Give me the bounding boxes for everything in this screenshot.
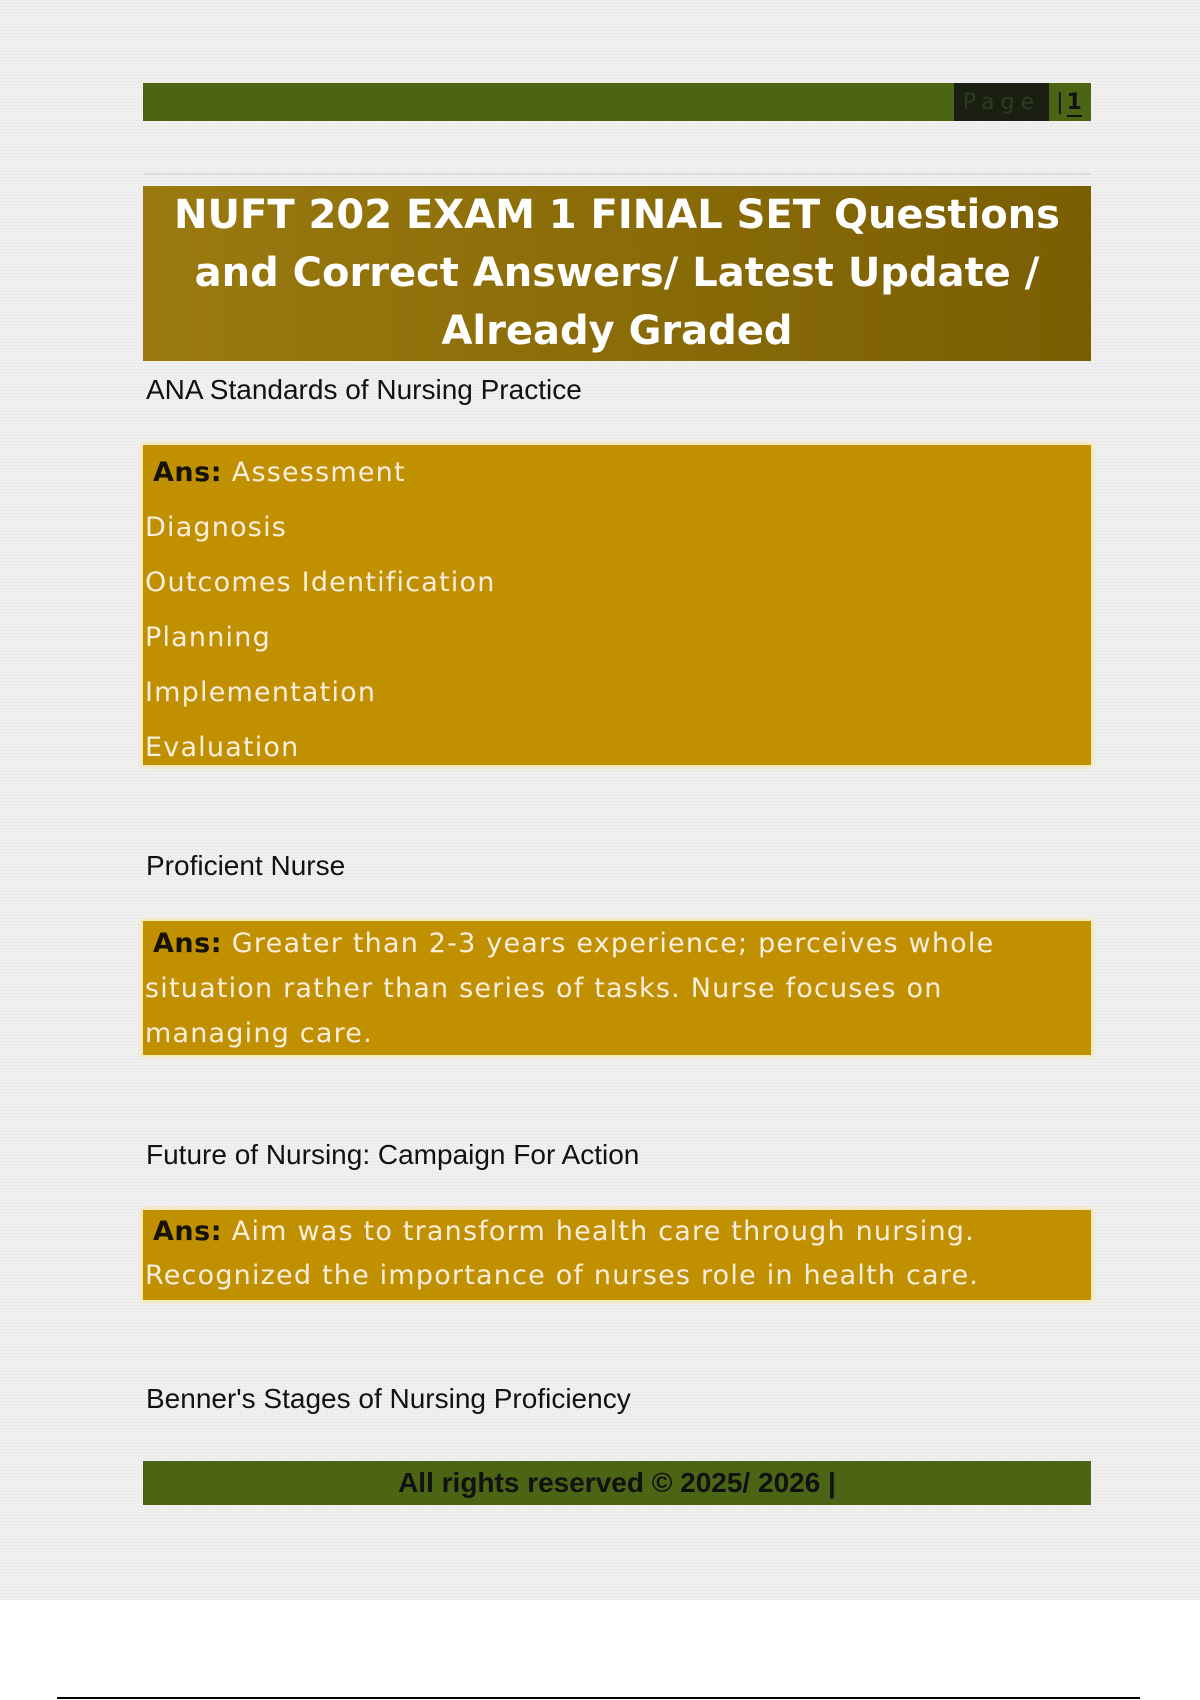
footer-text: All rights reserved © 2025/ 2026 |: [398, 1467, 836, 1498]
answer-line: [145, 921, 1091, 966]
answer-line: Outcomes Identification: [145, 567, 496, 598]
question-4: Benner's Stages of Nursing Proficiency: [146, 1383, 631, 1414]
title-line-2: and Correct Answers/ Latest Update /: [194, 250, 1040, 296]
answer-line: [145, 1210, 1091, 1254]
title-line-1: NUFT 202 EXAM 1 FINAL SET Questions: [174, 192, 1060, 238]
answer-box-3: [143, 1210, 1091, 1300]
page-separator: |: [1056, 90, 1064, 115]
answer-line: Planning: [145, 622, 271, 653]
answer-text: Greater than 2-3 years experience; perceives whole: [231, 928, 995, 959]
answer-box-2: [143, 921, 1091, 1055]
answer-label: Ans:: [153, 457, 222, 488]
page-number: 1: [1066, 90, 1082, 115]
answer-text: Assessment: [231, 457, 406, 488]
answer-line: Implementation: [145, 677, 377, 708]
answer-line: [145, 445, 1091, 500]
question-2: Proficient Nurse: [146, 850, 346, 881]
document-title: [143, 186, 1091, 361]
header-divider: [143, 173, 1091, 175]
answer-line: managing care.: [145, 1018, 373, 1049]
answer-line: Diagnosis: [145, 512, 288, 543]
question-1: ANA Standards of Nursing Practice: [146, 374, 582, 405]
title-line-3: Already Graded: [441, 308, 793, 354]
question-3: Future of Nursing: Campaign For Action: [146, 1139, 640, 1170]
answer-line: Recognized the importance of nurses role in health care.: [145, 1260, 980, 1291]
answer-label: Ans:: [153, 928, 222, 959]
page-header-bar: [143, 83, 1091, 121]
page-label: Page: [954, 83, 1049, 121]
answer-label: Ans:: [153, 1216, 222, 1247]
answer-box-1: [143, 445, 1091, 765]
page-footer: [143, 1461, 1091, 1505]
answer-text: Aim was to transform health care through nursing.: [231, 1216, 975, 1247]
answer-line: Evaluation: [145, 732, 300, 763]
page-number-group: [1049, 83, 1089, 121]
bottom-divider: [57, 1697, 1140, 1699]
answer-line: situation rather than series of tasks. Nurse focuses on: [145, 973, 943, 1004]
